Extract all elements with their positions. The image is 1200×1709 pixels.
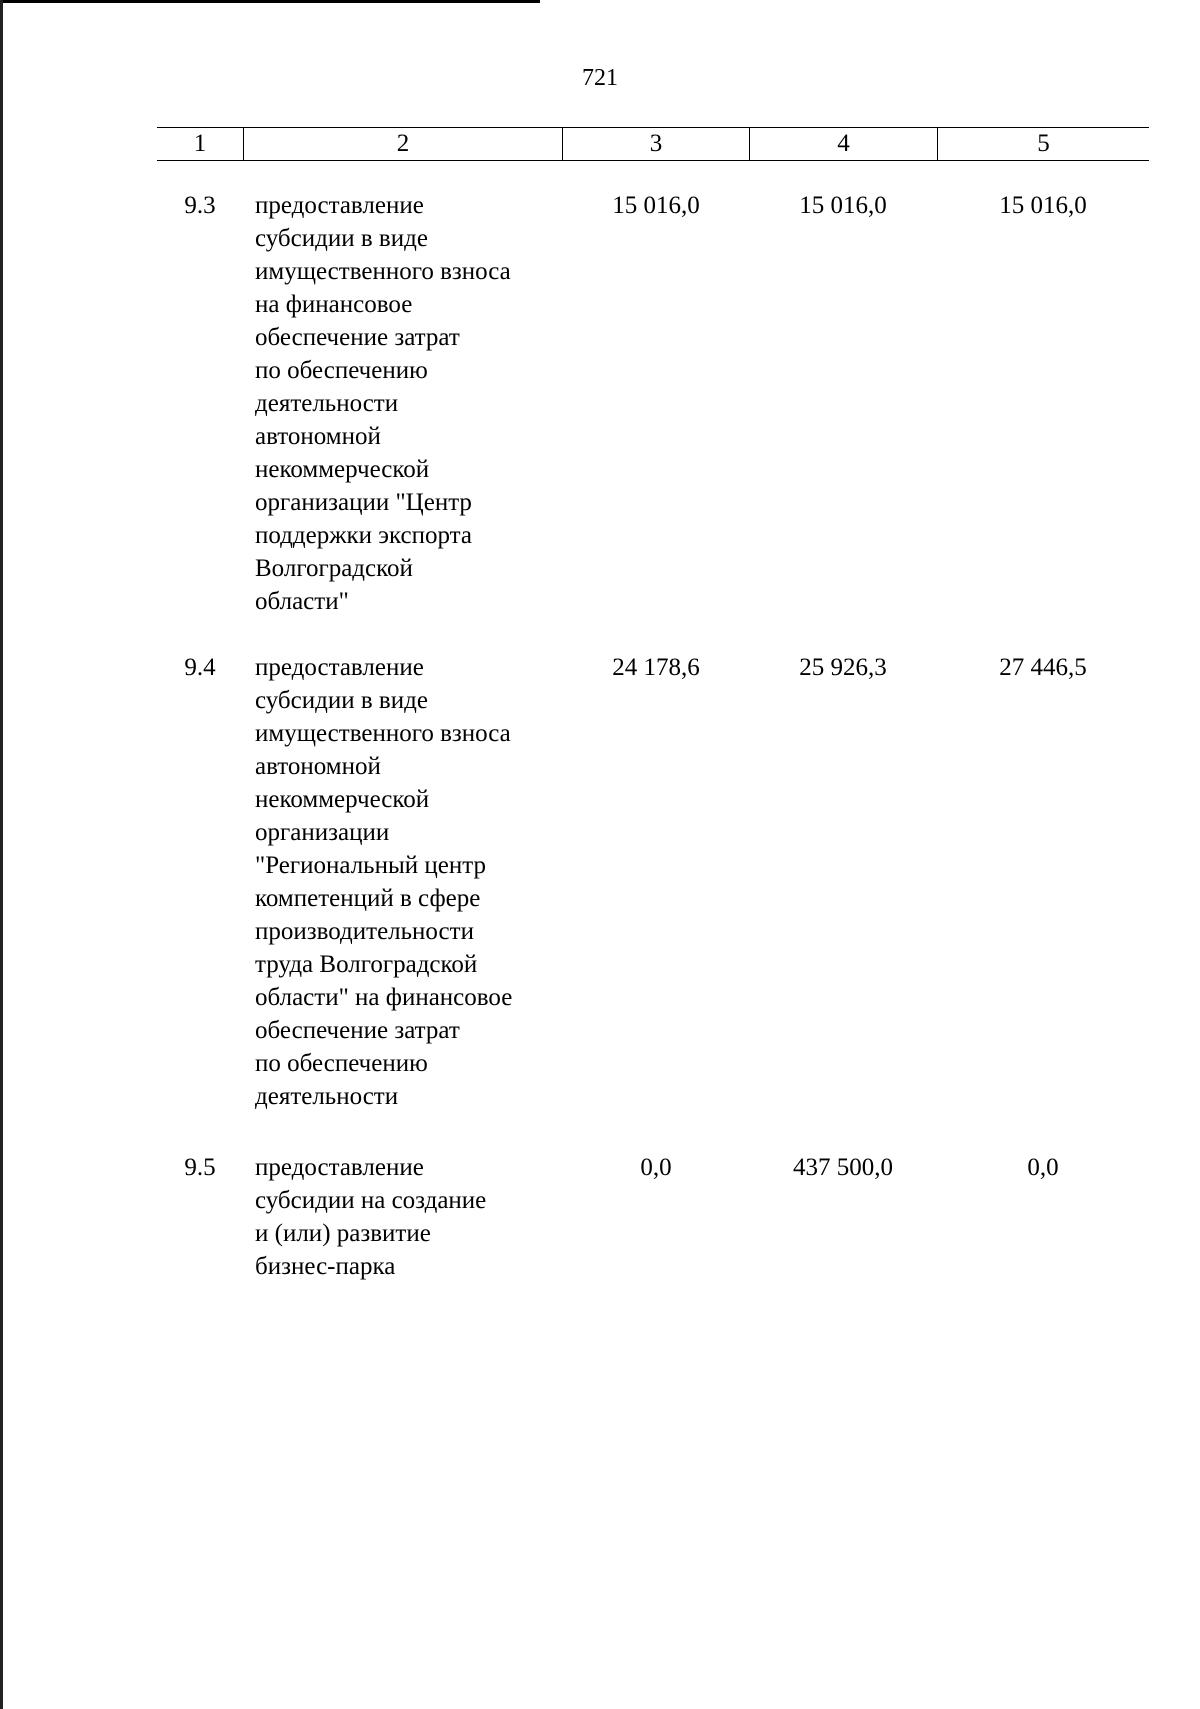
row-value-col-5: 0,0: [1027, 1154, 1059, 1181]
table-header-col-5: 5: [1037, 130, 1050, 157]
table-header-row: [157, 127, 1149, 161]
table-header-col-1: 1: [193, 130, 207, 157]
row-value-col-5: 27 446,5: [999, 654, 1087, 681]
row-value-col-3: 0,0: [640, 1154, 672, 1181]
row-number: 9.3: [184, 192, 216, 219]
table-header-col-3: 3: [649, 130, 663, 157]
row-number: 9.4: [184, 654, 216, 681]
row-value-col-4: 437 500,0: [793, 1154, 893, 1181]
row-value-col-3: 15 016,0: [612, 192, 700, 219]
row-number: 9.5: [184, 1154, 216, 1181]
row-description: предоставление субсидии в виде имущественного взноса на финансовое обеспечение затрат по обеспечению деятельности автономной некоммерческой организации "Центр поддержки экспорта Волгоградской области": [255, 192, 511, 615]
scan-artifact-top-line: [0, 0, 540, 3]
row-value-col-5: 15 016,0: [999, 192, 1087, 219]
table-header-col-4: 4: [837, 130, 850, 157]
row-value-col-3: 24 178,6: [612, 654, 700, 681]
scan-artifact-left-edge: [0, 0, 3, 1709]
row-description: предоставление субсидии в виде имущественного взноса автономной некоммерческой организации "Региональный центр компетенций в сфере производительности труда Волгоградской области" на финансовое обеспечение затрат по обеспечению деятельности: [255, 654, 513, 1110]
row-description: предоставление субсидии на создание и (или) развитие бизнес-парка: [255, 1154, 487, 1280]
table-header-col-2: 2: [396, 130, 410, 157]
page-number: 721: [582, 65, 618, 91]
row-value-col-4: 25 926,3: [799, 654, 887, 681]
row-value-col-4: 15 016,0: [799, 192, 887, 219]
